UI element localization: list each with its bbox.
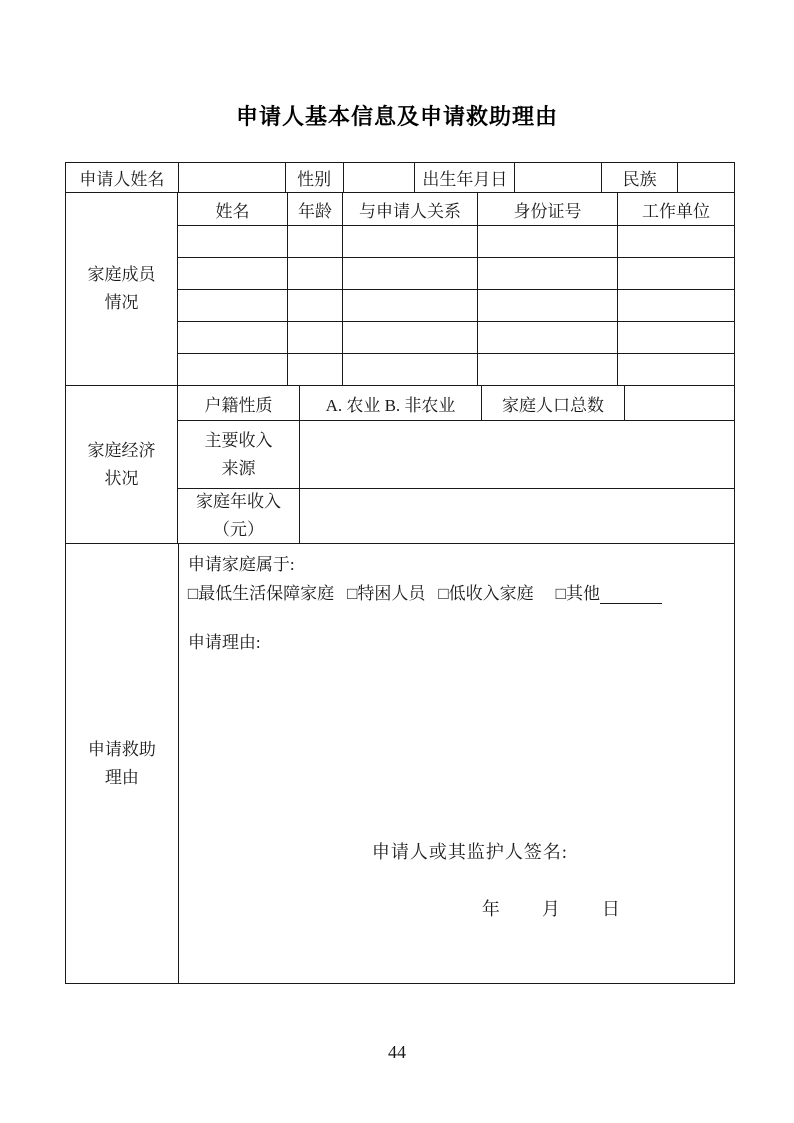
family-economy-section-label: 家庭经济 状况 <box>66 386 178 544</box>
application-form-table <box>65 162 735 984</box>
member-relation-cell <box>343 322 478 354</box>
member-relation-cell <box>343 226 478 258</box>
signature-label: 申请人或其监护人签名: <box>371 842 568 862</box>
year-label: 年 <box>481 899 500 919</box>
checkbox-icon: □ <box>187 584 199 603</box>
family-belongs-label: 申请家庭属于: <box>187 555 295 574</box>
checkbox-option-low-income: □低收入家庭 <box>438 584 534 603</box>
member-name-cell <box>178 322 288 354</box>
income-source-label: 主要收入 来源 <box>178 421 300 489</box>
annual-income-value-cell <box>300 489 735 544</box>
family-economy-section <box>66 386 735 544</box>
column-header-name: 姓名 <box>178 193 288 226</box>
column-header-age: 年龄 <box>288 193 343 226</box>
column-header-id-number: 身份证号 <box>478 193 618 226</box>
member-age-cell <box>288 226 343 258</box>
member-age-cell <box>288 290 343 322</box>
annual-income-row <box>178 489 735 544</box>
checkbox-icon: □ <box>347 584 358 603</box>
member-id-cell <box>478 226 618 258</box>
checkbox-option-tekun: □特困人员 <box>347 584 426 603</box>
member-work-cell <box>618 258 735 290</box>
applicant-name-value-cell <box>179 163 286 193</box>
column-header-work-unit: 工作单位 <box>618 193 735 226</box>
checkbox-icon: □ <box>555 584 566 603</box>
member-age-cell <box>288 258 343 290</box>
member-name-cell <box>178 226 288 258</box>
family-members-section-label: 家庭成员 情况 <box>66 193 178 386</box>
member-id-cell <box>478 290 618 322</box>
column-header-relation: 与申请人关系 <box>343 193 478 226</box>
birthdate-label: 出生年月日 <box>415 163 515 193</box>
member-relation-cell <box>343 354 478 386</box>
gender-label: 性别 <box>286 163 344 193</box>
checkbox-icon: □ <box>438 584 449 603</box>
member-row <box>178 354 735 386</box>
member-work-cell <box>618 322 735 354</box>
annual-income-label: 家庭年收入 （元） <box>178 489 300 544</box>
birthdate-value-cell <box>515 163 602 193</box>
aid-reason-content-cell <box>179 544 735 984</box>
household-population-value-cell <box>625 386 735 421</box>
member-row <box>178 290 735 322</box>
family-belongs-block <box>188 550 662 608</box>
family-members-header-row <box>178 193 735 226</box>
member-row <box>178 322 735 354</box>
member-relation-cell <box>343 258 478 290</box>
member-relation-cell <box>343 290 478 322</box>
family-type-checkbox-row <box>188 579 662 608</box>
gender-value-cell <box>344 163 416 193</box>
month-label: 月 <box>541 899 560 919</box>
ethnicity-value-cell <box>678 163 735 193</box>
member-row <box>178 258 735 290</box>
member-age-cell <box>288 322 343 354</box>
member-row <box>178 226 735 258</box>
income-source-row <box>178 421 735 489</box>
applicant-name-label: 申请人姓名 <box>66 163 179 193</box>
member-name-cell <box>178 258 288 290</box>
date-line <box>482 895 620 921</box>
other-fill-in-line <box>600 602 662 604</box>
member-id-cell <box>478 322 618 354</box>
family-members-section <box>66 193 735 386</box>
member-age-cell <box>288 354 343 386</box>
page-title: 申请人基本信息及申请救助理由 <box>235 104 558 129</box>
member-name-cell <box>178 354 288 386</box>
household-type-label: 户籍性质 <box>178 386 300 421</box>
member-id-cell <box>478 258 618 290</box>
aid-reason-section <box>66 544 735 984</box>
member-name-cell <box>178 290 288 322</box>
member-id-cell <box>478 354 618 386</box>
member-work-cell <box>618 354 735 386</box>
household-type-row <box>178 386 735 421</box>
ethnicity-label: 民族 <box>602 163 678 193</box>
household-type-options: A. 农业 B. 非农业 <box>300 386 482 421</box>
page-number: 44 <box>388 1042 406 1062</box>
household-population-label: 家庭人口总数 <box>482 386 625 421</box>
aid-reason-section-label: 申请救助 理由 <box>66 544 179 984</box>
day-label: 日 <box>601 899 620 919</box>
checkbox-option-dibao: □最低生活保障家庭 <box>187 584 335 603</box>
basic-info-row <box>66 163 735 193</box>
member-work-cell <box>618 226 735 258</box>
checkbox-option-other: □其他 <box>555 584 600 603</box>
application-reason-label: 申请理由: <box>187 633 261 652</box>
income-source-value-cell <box>300 421 735 489</box>
member-work-cell <box>618 290 735 322</box>
